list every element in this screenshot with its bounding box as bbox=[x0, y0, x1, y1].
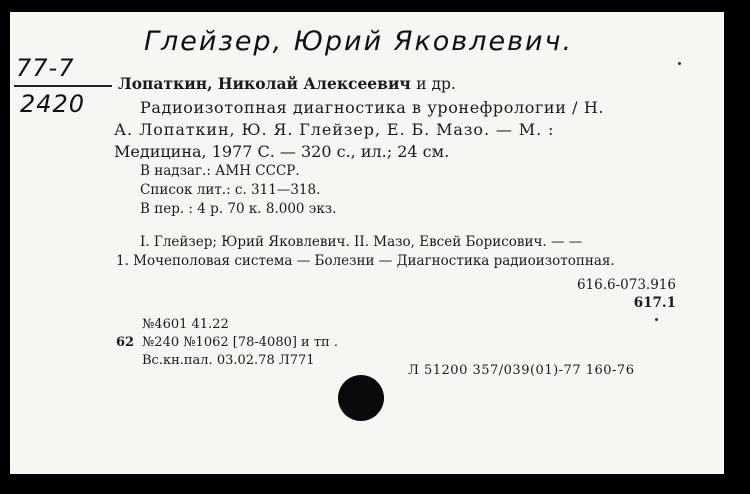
ink-speck bbox=[655, 318, 658, 321]
punch-hole bbox=[338, 375, 384, 421]
tracing-subjects: 1. Мочеполовая система — Болезни — Диагностика радиоизотопная. bbox=[116, 253, 615, 269]
title-line-3: Медицина, 1977 С. — 320 с., ил.; 24 см. bbox=[114, 142, 450, 161]
tracing-names: I. Глейзер; Юрий Яковлевич. II. Мазо, Евсей Борисович. — — bbox=[140, 234, 583, 250]
author-heading bbox=[118, 74, 456, 93]
author-name: Лопаткин, Николай Алексеевич bbox=[118, 74, 411, 93]
note-bibliography: Список лит.: с. 311—318. bbox=[140, 182, 321, 198]
footer-code: Л 51200 357/039(01)-77 160-76 bbox=[408, 363, 635, 378]
udc-code: 616.6-073.916 bbox=[576, 277, 676, 293]
shelf-mark-top: 77-7 bbox=[16, 54, 75, 82]
author-tail: и др. bbox=[416, 75, 456, 93]
title-line-2: А. Лопаткин, Ю. Я. Глейзер, Е. Б. Мазо. — М. : bbox=[114, 120, 555, 139]
note-sponsor: В надзаг.: АМН СССР. bbox=[140, 163, 300, 179]
title-line-1: Радиоизотопная диагностика в уронефрологии / Н. bbox=[140, 98, 605, 117]
record-number-1: №4601 41.22 bbox=[142, 317, 229, 332]
record-number-2: №240 №1062 [78-4080] и тп . bbox=[142, 335, 338, 350]
catalog-card bbox=[10, 12, 724, 474]
record-prefix: 62 bbox=[116, 335, 135, 350]
ink-speck bbox=[678, 62, 681, 65]
handwritten-title: Глейзер, Юрий Яковлевич. bbox=[144, 26, 574, 57]
bbk-code: 617.1 bbox=[633, 295, 676, 311]
shelf-mark-bottom: 2420 bbox=[20, 90, 86, 118]
shelf-mark-divider bbox=[14, 85, 112, 87]
note-price: В пер. : 4 р. 70 к. 8.000 экз. bbox=[140, 201, 337, 217]
record-number-3: Вс.кн.пал. 03.02.78 Л771 bbox=[142, 353, 315, 368]
